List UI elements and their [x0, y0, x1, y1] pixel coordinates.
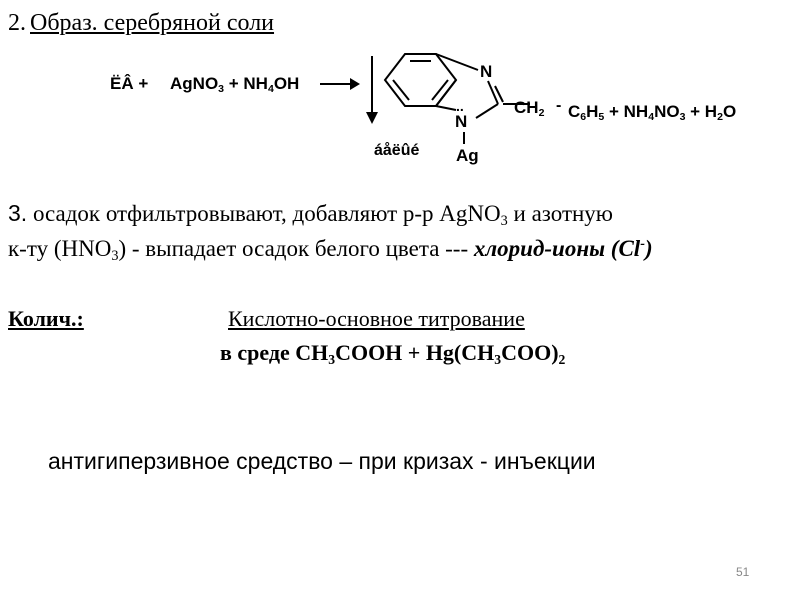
ch-text: CH — [514, 98, 539, 117]
precipitate-arrow-icon — [366, 56, 378, 124]
atom-ag: Ag — [456, 146, 479, 165]
text: COOH + Hg(CH — [335, 340, 495, 365]
text: хлорид-ионы (Cl — [473, 236, 641, 261]
reagent-agno3: AgNO — [170, 74, 219, 93]
reagent-oh: OH — [273, 74, 300, 93]
superscript: - — [640, 236, 645, 253]
product-h2o: + H — [685, 102, 718, 121]
page-number: 51 — [736, 565, 750, 579]
section-number: 2. — [8, 10, 26, 36]
benzene-ring — [385, 54, 456, 106]
text: к-ту (HNO — [8, 236, 112, 261]
reaction-arrow-right — [320, 74, 360, 94]
reagent-plus-nh4oh: + NH — [224, 74, 268, 93]
section-2-heading — [8, 10, 274, 37]
titration-method: Кислотно-основное титрование — [228, 306, 525, 331]
text: ) - выпадает осадок белого цвета --- — [118, 236, 474, 261]
product-nh4: + NH — [604, 102, 649, 121]
subscript: 3 — [500, 212, 508, 229]
lone-pair-dots: .. — [456, 98, 464, 114]
subscript: 5 — [598, 110, 605, 123]
subscript: 4 — [267, 82, 274, 95]
usage-text: антигиперзивное средство – при кризах - инъекции — [48, 448, 596, 474]
product-no3: NO — [654, 102, 680, 121]
text: и азотную — [507, 201, 613, 226]
product-h: H — [586, 102, 599, 121]
atom-n-bottom: N — [455, 112, 468, 131]
subscript: 2 — [538, 106, 545, 119]
atom-n-top: N — [480, 62, 493, 81]
ch2-group — [514, 98, 544, 118]
chloride-ions-result — [474, 236, 653, 261]
subscript: 3 — [111, 247, 119, 264]
reactant-label: ËÂ + — [110, 74, 149, 93]
subscript: 2 — [558, 351, 566, 367]
products — [568, 102, 736, 122]
section-3-line-1 — [8, 200, 613, 227]
subscript: 4 — [648, 110, 655, 123]
subscript: 6 — [580, 110, 587, 123]
bond-dash: - — [556, 97, 562, 114]
product-c: C — [568, 102, 581, 121]
subscript: 3 — [494, 351, 502, 367]
subscript: 3 — [679, 110, 686, 123]
subscript: 2 — [717, 110, 723, 123]
reagents — [170, 74, 299, 94]
quantitative-label: Колич.: — [8, 306, 84, 331]
section-number: 3. — [8, 200, 28, 226]
text: COO) — [501, 340, 559, 365]
text: ) — [644, 236, 653, 261]
section-3-line-2 — [8, 236, 653, 262]
subscript: 3 — [218, 82, 225, 95]
section-title: Образ. серебряной соли — [30, 10, 275, 36]
titration-medium — [220, 340, 565, 366]
subscript: 3 — [328, 351, 336, 367]
precipitate-label: áåëûé — [374, 142, 420, 159]
product-o: O — [722, 102, 737, 121]
text: в среде CH — [220, 340, 329, 365]
text: осадок отфильтровывают, добавляют р-р AgNO — [27, 201, 501, 226]
